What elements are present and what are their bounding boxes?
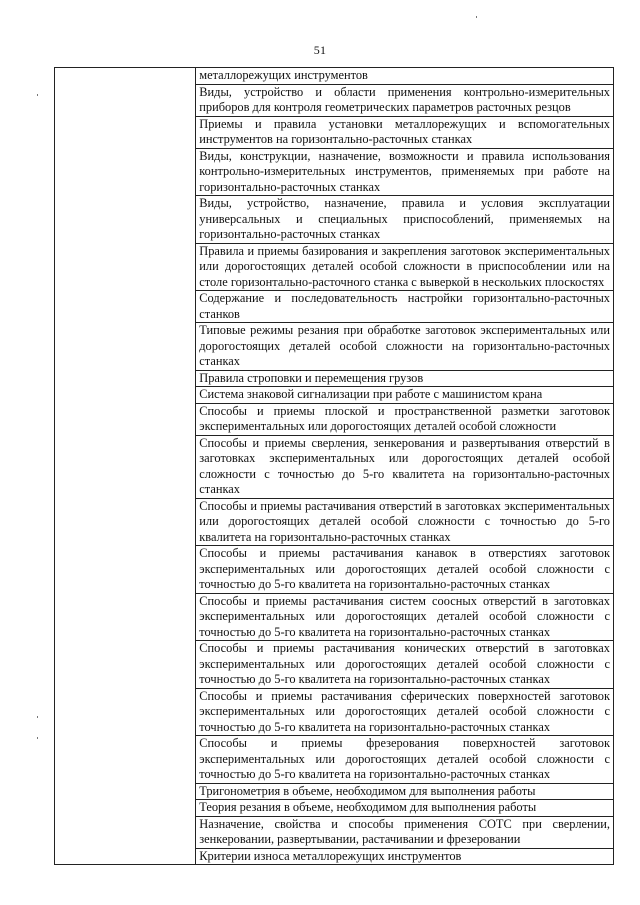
cell-text: Тригонометрия в объеме, необходимом для выполнения работы [199, 783, 536, 798]
table-cell [196, 387, 614, 404]
table-cell [196, 688, 614, 736]
scan-speck [37, 94, 38, 96]
table-cell [196, 243, 614, 291]
table-cell [196, 848, 614, 865]
table-cell [196, 196, 614, 244]
scan-speck [476, 16, 477, 18]
cell-text: Система знаковой сигнализации при работе с машинистом крана [199, 387, 543, 401]
table-cell [196, 403, 614, 435]
table-cell [196, 291, 614, 323]
cell-text: Виды, устройство, назначение, правила и условия эксплуатации универсальных и специальных приспособлений, применяемых на горизонтально-расточных станках [199, 196, 610, 241]
cell-text: Способы и приемы растачивания конических отверстий в заготовках экспериментальных или дорогостоящих деталей особой сложности с точностью до 5-го квалитета на горизонтально-расточных станках [199, 641, 610, 686]
table-cell [196, 498, 614, 546]
table-cell [196, 816, 614, 848]
cell-text: Способы и приемы сверления, зенкерования и развертывания отверстий в заготовках экспериментальных или дорогостоящих деталей особой сложности с точностью до 5-го квалитета на горизонтально-расточных станках [199, 435, 610, 496]
cell-text: Содержание и последовательность настройки горизонтально-расточных станков [199, 291, 610, 321]
cell-text: Теория резания в объеме, необходимом для выполнения работы [199, 800, 537, 814]
cell-text: Способы и приемы растачивания систем соосных отверстий в заготовках экспериментальных или дорогостоящих деталей особой сложности с точностью до 5-го квалитета на горизонтально-расточных станках [199, 593, 610, 639]
cell-text: Способы и приемы плоской и пространственной разметки заготовок экспериментальных или дорогостоящих деталей особой сложности [199, 403, 610, 433]
knowledge-table [54, 67, 614, 865]
cell-text: Способы и приемы растачивания канавок в отверстиях заготовок экспериментальных или дорогостоящих деталей особой сложности с точностью до 5-го квалитета на горизонтально-расточных станках [199, 546, 610, 591]
cell-text: Правила и приемы базирования и закрепления заготовок экспериментальных или дорогостоящих деталей особой сложности в приспособлении или на столе горизонтально-расточного станка с выверкой в нескольких плоскостях [199, 243, 610, 289]
cell-text: Виды, устройство и области применения контрольно-измерительных приборов для контроля геометрических параметров расточных резцов [199, 84, 610, 114]
knowledge-table-body [55, 68, 614, 865]
cell-text: Приемы и правила установки металлорежущих и вспомогательных инструментов на горизонтально-расточных станках [199, 116, 610, 146]
table-cell [196, 593, 614, 641]
cell-text: металлорежущих инструментов [199, 68, 368, 82]
table-row [55, 68, 614, 85]
cell-text: Способы и приемы растачивания сферических поверхностей заготовок экспериментальных или дорогостоящих деталей особой сложности с точностью до 5-го квалитета на горизонтально-расточных станках [199, 688, 610, 734]
left-empty-cell [55, 68, 196, 865]
table-cell [196, 783, 614, 800]
cell-text: Правила строповки и перемещения грузов [199, 370, 424, 385]
cell-text: Критерии износа металлорежущих инструментов [199, 848, 462, 863]
cell-text: Назначение, свойства и способы применения СОТС при сверлении, зенкеровании, развертывании, растачивании и фрезеровании [199, 816, 610, 846]
table-cell [196, 370, 614, 387]
table-cell [196, 435, 614, 498]
table-cell [196, 84, 614, 116]
scan-speck [37, 716, 38, 718]
table-cell [196, 116, 614, 148]
table-cell [196, 736, 614, 784]
table-cell [196, 641, 614, 689]
table-cell [196, 546, 614, 594]
cell-text: Способы и приемы растачивания отверстий в заготовках экспериментальных или дорогостоящих деталей особой сложности с точностью до 5-го квалитета на горизонтально-расточных станках [199, 498, 610, 544]
table-cell [196, 323, 614, 371]
table-cell [196, 68, 614, 85]
cell-text: Способы и приемы фрезерования поверхностей заготовок экспериментальных или дорогостоящих деталей особой сложности с точностью до 5-го квалитета на горизонтально-расточных станках [199, 736, 610, 781]
table-cell [196, 148, 614, 196]
scan-speck [37, 737, 38, 739]
table-cell [196, 800, 614, 817]
cell-text: Типовые режимы резания при обработке заготовок экспериментальных или дорогостоящих деталей особой сложности на горизонтально-расточных станках [199, 323, 610, 368]
page-number: 51 [313, 43, 327, 57]
cell-text: Виды, конструкции, назначение, возможности и правила использования контрольно-измерительных инструментов, применяемых при работе на горизонтально-расточных станках [199, 148, 610, 194]
